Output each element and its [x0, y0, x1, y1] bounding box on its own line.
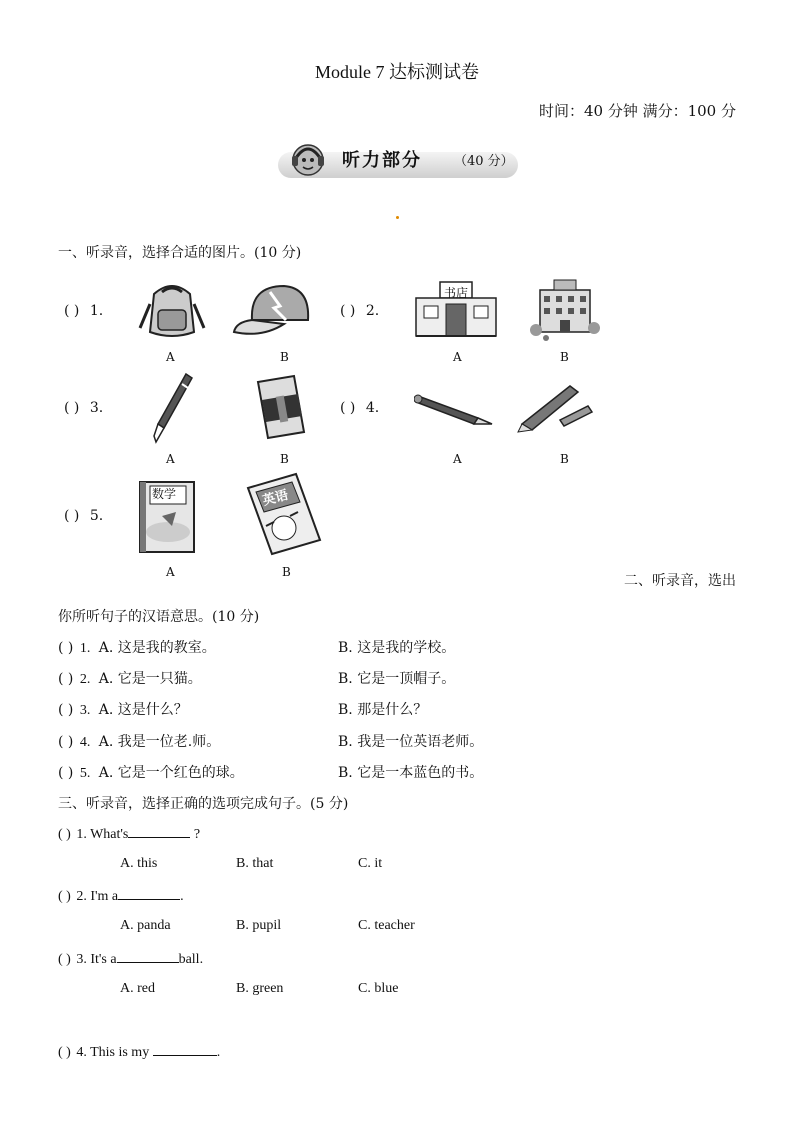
option-a: A. this	[120, 856, 158, 871]
item-number: 4.	[79, 735, 91, 750]
answer-paren[interactable]: ( )	[64, 400, 80, 416]
section3-heading: 三、听录音，选择正确的选项完成句子。(5 分)	[58, 796, 349, 812]
answer-paren[interactable]: ( )	[58, 952, 71, 967]
s1-item1	[64, 303, 103, 319]
item-number: 4.	[365, 400, 380, 416]
answer-paren[interactable]: ( )	[64, 303, 80, 319]
answer-paren[interactable]: ( )	[58, 889, 71, 904]
banner-score: （40 分）	[454, 154, 514, 169]
answer-paren[interactable]: ( )	[64, 508, 80, 524]
option-b: B. 那是什么？	[338, 702, 428, 718]
pen-and-cap-icon	[516, 380, 594, 434]
listening-banner	[278, 138, 518, 182]
shop-sign: 书店	[444, 286, 469, 300]
question-text: 2. I'm a	[76, 889, 119, 904]
answer-blank[interactable]	[117, 950, 179, 963]
backpack-icon	[136, 280, 208, 342]
answer-blank[interactable]	[128, 825, 190, 838]
s1-item2	[340, 303, 379, 319]
s3-item3	[58, 950, 203, 968]
section2-heading-part1: 二、听录音，选出	[624, 573, 736, 589]
pencil-icon	[414, 390, 494, 428]
s3-item4	[58, 1043, 220, 1061]
s1-item3	[64, 400, 103, 416]
option-label: A	[453, 452, 462, 466]
item-number: 5.	[89, 508, 104, 524]
s2-item3	[58, 699, 188, 719]
section2-heading-part2: 你所听句子的汉语意思。(10 分)	[58, 609, 260, 625]
eraser-icon	[254, 372, 310, 442]
item-number: 2.	[79, 672, 91, 687]
question-tail: .	[180, 889, 184, 904]
option-label: B	[560, 350, 569, 364]
option-a: A. red	[120, 981, 155, 996]
answer-blank[interactable]	[153, 1043, 217, 1056]
option-c: C. it	[358, 856, 383, 871]
headphone-mascot-icon	[286, 138, 330, 182]
option-label: A	[166, 452, 175, 466]
fountain-pen-icon	[148, 370, 196, 446]
answer-paren[interactable]: ( )	[58, 640, 74, 656]
question-tail: ?	[190, 827, 201, 842]
option-a: A. 我是一位老.师。	[98, 734, 221, 750]
question-tail: .	[216, 1045, 221, 1060]
answer-paren[interactable]: ( )	[58, 671, 74, 687]
question-text: 1. What's	[76, 827, 129, 842]
exam-meta: 时间：40 分钟 满分：100 分	[538, 102, 736, 120]
option-b: B. that	[236, 856, 274, 871]
option-label: A	[166, 350, 175, 364]
item-number: 1.	[89, 303, 104, 319]
item-number: 2.	[365, 303, 380, 319]
s2-item1	[58, 637, 216, 657]
answer-paren[interactable]: ( )	[58, 1045, 71, 1060]
s1-item4	[340, 400, 379, 416]
item-number: 5.	[79, 766, 91, 781]
banner-title: 听力部分	[342, 150, 422, 171]
orange-dot	[396, 216, 399, 219]
item-number: 1.	[79, 641, 91, 656]
s3-item1	[58, 825, 200, 843]
school-building-icon	[530, 276, 600, 342]
option-label: B	[280, 350, 289, 364]
option-label: A	[166, 565, 175, 579]
answer-paren[interactable]: ( )	[58, 765, 74, 781]
answer-blank[interactable]	[118, 887, 180, 900]
english-book-title: 英语	[261, 487, 291, 510]
option-a: A. 它是一只猫。	[98, 671, 202, 687]
s2-item5	[58, 762, 244, 782]
section1-heading: 一、听录音，选择合适的图片。(10 分)	[58, 245, 302, 261]
option-c: C. blue	[358, 981, 399, 996]
answer-paren[interactable]: ( )	[58, 734, 74, 750]
option-b: B. 我是一位英语老师。	[338, 734, 484, 750]
question-text: 3. It's a	[76, 952, 117, 967]
option-b: B. pupil	[236, 918, 282, 933]
option-label: B	[282, 565, 291, 579]
question-tail: ball.	[178, 952, 204, 967]
option-a: A. 这是什么？	[98, 702, 188, 718]
option-a: A. panda	[120, 918, 171, 933]
s1-item5	[64, 508, 103, 524]
answer-paren[interactable]: ( )	[340, 400, 356, 416]
item-number: 3.	[89, 400, 104, 416]
option-a: A. 这是我的教室。	[98, 640, 216, 656]
s2-item2	[58, 668, 202, 688]
option-b: B. 这是我的学校。	[338, 640, 456, 656]
option-a: A. 它是一个红色的球。	[98, 765, 244, 781]
answer-paren[interactable]: ( )	[58, 702, 74, 718]
answer-paren[interactable]: ( )	[58, 827, 71, 842]
option-b: B. green	[236, 981, 284, 996]
item-number: 3.	[79, 703, 91, 718]
option-label: B	[280, 452, 289, 466]
option-b: B. 它是一顶帽子。	[338, 671, 456, 687]
math-book-title: 数学	[152, 487, 177, 501]
option-c: C. teacher	[358, 918, 415, 933]
answer-paren[interactable]: ( )	[340, 303, 356, 319]
question-text: 4. This is my	[76, 1045, 153, 1060]
page-title: Module 7 达标测试卷	[315, 62, 479, 82]
s3-item2	[58, 887, 184, 905]
cap-icon	[232, 280, 314, 342]
s2-item4	[58, 731, 220, 751]
option-label: A	[453, 350, 462, 364]
option-label: B	[560, 452, 569, 466]
option-b: B. 它是一本蓝色的书。	[338, 765, 484, 781]
